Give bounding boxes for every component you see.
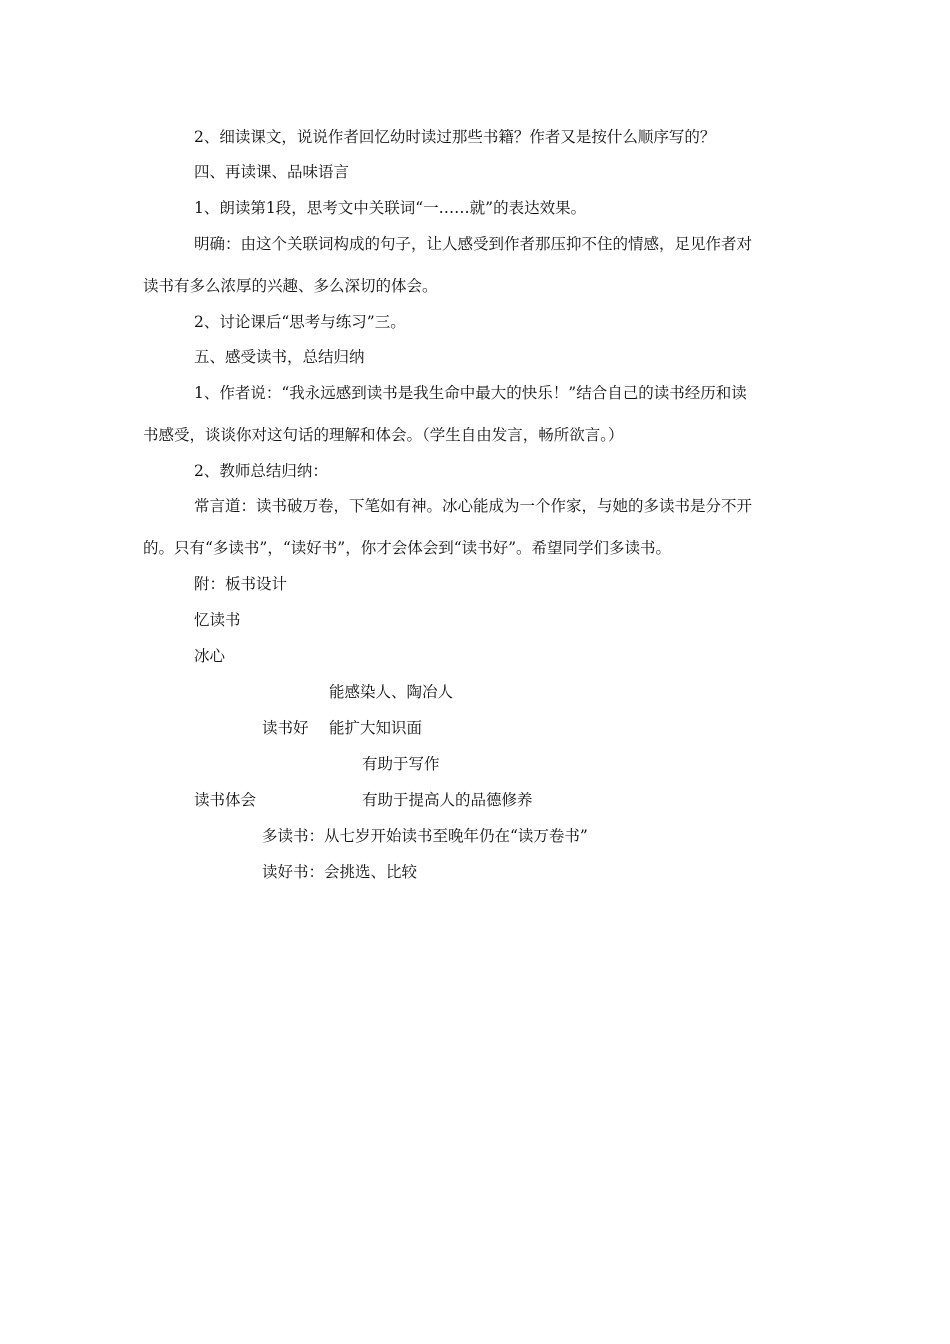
paragraph-line-clarify: 明确：由这个关联词构成的句子，让人感受到作者那压抑不住的情感，足见作者对 [194,235,753,253]
board-item-character: 有助于提高人的品德修养 [362,791,533,809]
board-item-inspire: 能感染人、陶冶人 [329,683,454,701]
paragraph-line-discussion: 2、讨论课后“思考与练习”三。 [194,313,406,331]
board-title: 忆读书 [194,611,241,629]
board-item-knowledge: 能扩大知识面 [329,719,423,737]
paragraph-line-saying: 常言道：读书破万卷，下笔如有神。冰心能成为一个作家，与她的多读书是分不开 [194,497,753,515]
board-label-reading-good: 读书好 [262,719,309,737]
paragraph-line-clarify-continued: 读书有多么浓厚的兴趣、多么深切的体会。 [143,277,438,295]
paragraph-line-teacher-summary: 2、教师总结归纳： [194,462,328,480]
board-item-writing: 有助于写作 [362,755,440,773]
board-author: 冰心 [194,647,226,665]
paragraph-line-question-2: 2、细读课文，说说作者回忆幼时读过那些书籍？作者又是按什么顺序写的？ [194,128,716,146]
section-heading-four: 四、再读课、品味语言 [194,163,350,181]
board-label-reading-experience: 读书体会 [194,791,257,809]
paragraph-line-read-aloud: 1、朗读第1段，思考文中关联词“一……就”的表达效果。 [194,199,587,217]
board-good-reading: 读好书：会挑选、比较 [262,863,418,881]
paragraph-line-author-quote: 1、作者说：“我永远感到读书是我生命中最大的快乐！”结合自己的读书经历和读 [194,384,747,402]
paragraph-line-author-quote-continued: 书感受，谈谈你对这句话的理解和体会。（学生自由发言，畅所欲言。） [143,426,624,444]
paragraph-line-saying-continued: 的。只有“多读书”，“读好书”，你才会体会到“读书好”。希望同学们多读书。 [143,539,672,557]
board-design-heading: 附：板书设计 [194,575,288,593]
board-more-reading: 多读书：从七岁开始读书至晚年仍在“读万卷书” [262,827,588,845]
section-heading-five: 五、感受读书，总结归纳 [194,348,365,366]
